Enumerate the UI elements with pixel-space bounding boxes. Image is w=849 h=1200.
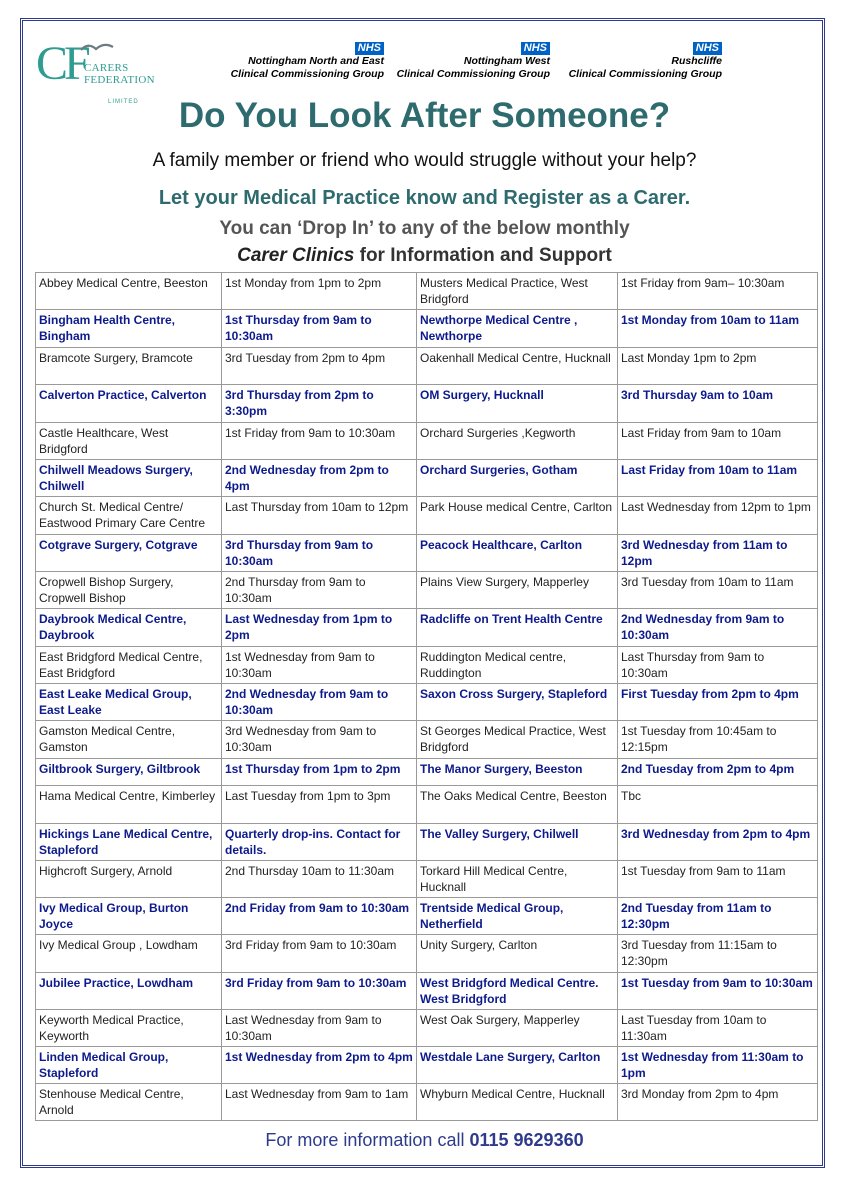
table-row xyxy=(36,759,818,786)
clinic-time: 2nd Thursday from 9am to 10:30am xyxy=(222,572,417,609)
table-row xyxy=(36,535,818,572)
table-row xyxy=(36,497,818,535)
clinic-time: 1st Tuesday from 9am to 10:30am xyxy=(618,973,818,1010)
clinic-time: 1st Wednesday from 11:30am to 1pm xyxy=(618,1047,818,1084)
clinic-time: Last Wednesday from 1pm to 2pm xyxy=(222,609,417,647)
subtitle-register: Let your Medical Practice know and Register as a Carer. xyxy=(158,187,691,209)
practice-name: Cropwell Bishop Surgery, Cropwell Bishop xyxy=(36,572,222,609)
practice-name: The Manor Surgery, Beeston xyxy=(417,759,618,786)
logo-limited: LIMITED xyxy=(108,99,139,105)
table-row xyxy=(36,385,818,423)
table-row xyxy=(36,423,818,460)
table-row xyxy=(36,1084,818,1121)
subtitle-question: A family member or friend who would struggle without your help? xyxy=(152,150,697,171)
clinic-time: First Tuesday from 2pm to 4pm xyxy=(618,684,818,721)
practice-name: The Oaks Medical Centre, Beeston xyxy=(417,786,618,824)
clinic-time: 1st Wednesday from 9am to 10:30am xyxy=(222,647,417,684)
clinic-time: Last Thursday from 10am to 12pm xyxy=(222,497,417,535)
practice-name: Peacock Healthcare, Carlton xyxy=(417,535,618,572)
practice-name: Torkard Hill Medical Centre, Hucknall xyxy=(417,861,618,898)
seagull-icon xyxy=(80,38,114,61)
clinic-time: 3rd Thursday from 9am to 10:30am xyxy=(222,535,417,572)
phone-number: 0115 9629360 xyxy=(469,1130,584,1150)
practice-name: Bramcote Surgery, Bramcote xyxy=(36,348,222,385)
clinic-time: 2nd Thursday 10am to 11:30am xyxy=(222,861,417,898)
practice-name: East Bridgford Medical Centre, East Bridgford xyxy=(36,647,222,684)
practice-name: Ivy Medical Group, Burton Joyce xyxy=(36,898,222,935)
clinic-time: Last Wednesday from 9am to 10:30am xyxy=(222,1010,417,1047)
clinic-time: Last Wednesday from 9am to 1am xyxy=(222,1084,417,1121)
practice-name: Stenhouse Medical Centre, Arnold xyxy=(36,1084,222,1121)
practice-name: Park House medical Centre, Carlton xyxy=(417,497,618,535)
practice-name: Saxon Cross Surgery, Stapleford xyxy=(417,684,618,721)
table-row xyxy=(36,898,818,935)
ccg-nottingham-north-east: NHS Nottingham North and East Clinical Commissioning Group xyxy=(230,42,384,80)
subtitle-clinics: Carer Clinics for Information and Support xyxy=(237,245,612,266)
clinic-time: 3rd Tuesday from 11:15am to 12:30pm xyxy=(618,935,818,973)
practice-name: Unity Surgery, Carlton xyxy=(417,935,618,973)
clinic-time: Last Thursday from 9am to 10:30am xyxy=(618,647,818,684)
ccg-nottingham-west: NHS Nottingham West Clinical Commissioning Group xyxy=(396,42,550,80)
clinic-time: 1st Thursday from 9am to 10:30am xyxy=(222,310,417,348)
clinic-time: 2nd Tuesday from 2pm to 4pm xyxy=(618,759,818,786)
clinic-time: 2nd Tuesday from 11am to 12:30pm xyxy=(618,898,818,935)
clinic-time: 2nd Wednesday from 9am to 10:30am xyxy=(618,609,818,647)
clinic-time: 3rd Wednesday from 9am to 10:30am xyxy=(222,721,417,759)
practice-name: Highcroft Surgery, Arnold xyxy=(36,861,222,898)
clinic-time: 1st Friday from 9am to 10:30am xyxy=(222,423,417,460)
clinic-time: Last Tuesday from 10am to 11:30am xyxy=(618,1010,818,1047)
practice-name: Jubilee Practice, Lowdham xyxy=(36,973,222,1010)
clinic-time: 2nd Wednesday from 2pm to 4pm xyxy=(222,460,417,497)
clinic-time: 1st Tuesday from 9am to 11am xyxy=(618,861,818,898)
practice-name: OM Surgery, Hucknall xyxy=(417,385,618,423)
practice-name: Musters Medical Practice, West Bridgford xyxy=(417,273,618,310)
practice-name: The Valley Surgery, Chilwell xyxy=(417,824,618,861)
practice-name: Whyburn Medical Centre, Hucknall xyxy=(417,1084,618,1121)
table-row xyxy=(36,273,818,310)
clinic-time: 3rd Wednesday from 11am to 12pm xyxy=(618,535,818,572)
practice-name: Oakenhall Medical Centre, Hucknall xyxy=(417,348,618,385)
practice-name: Castle Healthcare, West Bridgford xyxy=(36,423,222,460)
nhs-logo: NHS xyxy=(521,42,550,55)
clinic-time: 1st Wednesday from 2pm to 4pm xyxy=(222,1047,417,1084)
clinic-time: 3rd Tuesday from 2pm to 4pm xyxy=(222,348,417,385)
table-row xyxy=(36,721,818,759)
practice-name: Bingham Health Centre, Bingham xyxy=(36,310,222,348)
clinic-time: Last Friday from 9am to 10am xyxy=(618,423,818,460)
clinic-time: 3rd Friday from 9am to 10:30am xyxy=(222,973,417,1010)
clinic-table-body xyxy=(36,273,818,1121)
practice-name: Church St. Medical Centre/ Eastwood Primary Care Centre xyxy=(36,497,222,535)
practice-name: East Leake Medical Group, East Leake xyxy=(36,684,222,721)
clinic-time: 3rd Tuesday from 10am to 11am xyxy=(618,572,818,609)
clinic-time: 1st Thursday from 1pm to 2pm xyxy=(222,759,417,786)
ccg-rushcliffe: NHS Rushcliffe Clinical Commissioning Group xyxy=(568,42,722,80)
nhs-logo: NHS xyxy=(355,42,384,55)
practice-name: Linden Medical Group, Stapleford xyxy=(36,1047,222,1084)
clinic-time: Last Wednesday from 12pm to 1pm xyxy=(618,497,818,535)
table-row xyxy=(36,572,818,609)
practice-name: Keyworth Medical Practice, Keyworth xyxy=(36,1010,222,1047)
page-title: Do You Look After Someone? xyxy=(178,96,671,135)
subtitle-drop-in: You can ‘Drop In’ to any of the below monthly xyxy=(219,218,630,239)
practice-name: Daybrook Medical Centre, Daybrook xyxy=(36,609,222,647)
clinic-time: Last Tuesday from 1pm to 3pm xyxy=(222,786,417,824)
clinic-table xyxy=(35,272,818,1121)
practice-name: Cotgrave Surgery, Cotgrave xyxy=(36,535,222,572)
table-row xyxy=(36,609,818,647)
table-row xyxy=(36,973,818,1010)
practice-name: Abbey Medical Centre, Beeston xyxy=(36,273,222,310)
practice-name: Plains View Surgery, Mapperley xyxy=(417,572,618,609)
practice-name: Newthorpe Medical Centre , Newthorpe xyxy=(417,310,618,348)
table-row xyxy=(36,310,818,348)
practice-name: Hickings Lane Medical Centre, Stapleford xyxy=(36,824,222,861)
table-row xyxy=(36,647,818,684)
practice-name: Trentside Medical Group, Netherfield xyxy=(417,898,618,935)
clinic-time: 1st Monday from 10am to 11am xyxy=(618,310,818,348)
practice-name: Ivy Medical Group , Lowdham xyxy=(36,935,222,973)
practice-name: Radcliffe on Trent Health Centre xyxy=(417,609,618,647)
table-row xyxy=(36,1047,818,1084)
clinic-time: 2nd Friday from 9am to 10:30am xyxy=(222,898,417,935)
table-row xyxy=(36,786,818,824)
logo-name: CARERS FEDERATION xyxy=(84,62,155,86)
practice-name: West Bridgford Medical Centre. West Bridgford xyxy=(417,973,618,1010)
clinic-time: 2nd Wednesday from 9am to 10:30am xyxy=(222,684,417,721)
clinic-time: Tbc xyxy=(618,786,818,824)
clinic-time: Last Friday from 10am to 11am xyxy=(618,460,818,497)
clinic-time: 1st Monday from 1pm to 2pm xyxy=(222,273,417,310)
table-row xyxy=(36,935,818,973)
practice-name: Orchard Surgeries ,Kegworth xyxy=(417,423,618,460)
practice-name: Ruddington Medical centre, Ruddington xyxy=(417,647,618,684)
clinic-time: 1st Friday from 9am– 10:30am xyxy=(618,273,818,310)
clinic-time: 3rd Monday from 2pm to 4pm xyxy=(618,1084,818,1121)
practice-name: St Georges Medical Practice, West Bridgford xyxy=(417,721,618,759)
clinic-time: 3rd Friday from 9am to 10:30am xyxy=(222,935,417,973)
clinic-time: Quarterly drop-ins. Contact for details. xyxy=(222,824,417,861)
practice-name: Chilwell Meadows Surgery, Chilwell xyxy=(36,460,222,497)
table-row xyxy=(36,1010,818,1047)
logo-initials: CF xyxy=(36,37,87,90)
clinic-time: 3rd Wednesday from 2pm to 4pm xyxy=(618,824,818,861)
table-row xyxy=(36,824,818,861)
table-row xyxy=(36,684,818,721)
clinic-time: 3rd Thursday 9am to 10am xyxy=(618,385,818,423)
clinic-time: Last Monday 1pm to 2pm xyxy=(618,348,818,385)
clinic-time: 1st Tuesday from 10:45am to 12:15pm xyxy=(618,721,818,759)
practice-name: Giltbrook Surgery, Giltbrook xyxy=(36,759,222,786)
practice-name: Gamston Medical Centre, Gamston xyxy=(36,721,222,759)
practice-name: Calverton Practice, Calverton xyxy=(36,385,222,423)
footer-contact: For more information call 0115 9629360 xyxy=(265,1130,584,1150)
table-row xyxy=(36,348,818,385)
practice-name: Hama Medical Centre, Kimberley xyxy=(36,786,222,824)
table-row xyxy=(36,460,818,497)
practice-name: Westdale Lane Surgery, Carlton xyxy=(417,1047,618,1084)
practice-name: West Oak Surgery, Mapperley xyxy=(417,1010,618,1047)
clinic-time: 3rd Thursday from 2pm to 3:30pm xyxy=(222,385,417,423)
practice-name: Orchard Surgeries, Gotham xyxy=(417,460,618,497)
nhs-logo: NHS xyxy=(693,42,722,55)
table-row xyxy=(36,861,818,898)
